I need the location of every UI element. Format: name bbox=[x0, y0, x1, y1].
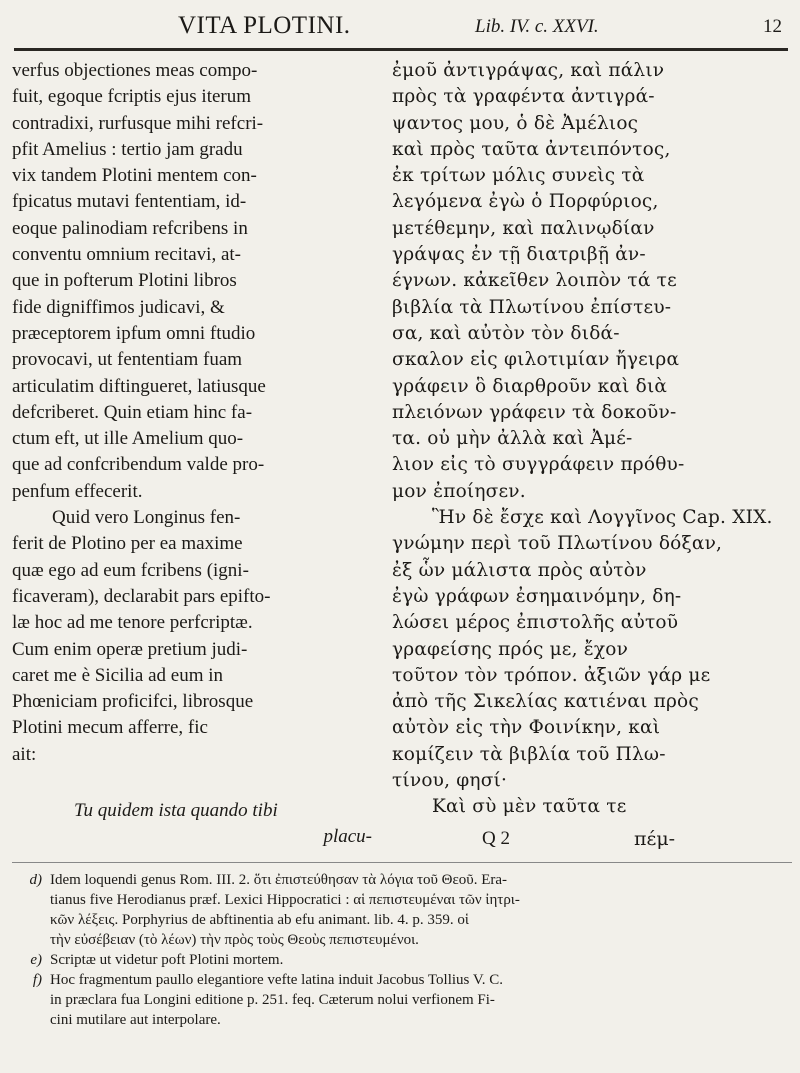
latin-line: que in pofterum Plotini libros bbox=[12, 270, 237, 292]
greek-line: σκαλον εἰς φιλοτιμίαν ἤγειρα bbox=[392, 349, 680, 371]
section-reference: Lib. IV. c. XXVI. bbox=[475, 16, 599, 37]
footnote-line bbox=[12, 970, 792, 990]
header-rule bbox=[14, 48, 788, 51]
latin-line: Cum enim operæ pretium judi- bbox=[12, 638, 248, 660]
footnote-line bbox=[12, 950, 792, 970]
latin-line: fpicatus mutavi fententiam, id- bbox=[12, 191, 247, 213]
latin-line: vix tandem Plotini mentem con- bbox=[12, 165, 257, 187]
latin-line: ficaveram), declarabit pars epifto- bbox=[12, 585, 271, 607]
greek-line: γνώμην περὶ τοῦ Πλωτίνου δόξαν, bbox=[392, 533, 723, 555]
latin-line: verfus objectiones meas compo- bbox=[12, 60, 258, 81]
latin-line: caret me è Sicilia ad eum in bbox=[12, 664, 224, 686]
greek-line: ἐμοῦ ἀντιγράψας, καὶ πάλιν bbox=[392, 60, 665, 81]
greek-line: πρὸς τὰ γραφέντα ἀντιγρά- bbox=[392, 86, 655, 108]
latin-line: que ad confcribendum valde pro- bbox=[12, 454, 265, 476]
latin-line: eoque palinodiam refcribens in bbox=[12, 217, 248, 239]
footnote-line: cini mutilare aut interpolare. bbox=[50, 1012, 221, 1028]
latin-line: defcriberet. Quin etiam hinc fa- bbox=[12, 401, 253, 423]
greek-line: λεγόμενα ἐγὼ ὁ Πορφύριος, bbox=[392, 191, 659, 213]
latin-line: fide digniffimos judicavi, & bbox=[12, 296, 225, 318]
greek-line: βιβλία τὰ Πλωτίνου ἐπίστευ- bbox=[392, 296, 672, 318]
greek-line: Ἣν δὲ ἔσχε καὶ Λογγῖνος Cap. XIX. bbox=[432, 507, 773, 529]
greek-line: αὐτὸν εἰς τὴν Φοινίκην, καὶ bbox=[392, 717, 661, 739]
greek-line: ἐγὼ γράφων ἐσημαινόμην, δη- bbox=[392, 585, 682, 607]
latin-quote-line: Tu quidem ista quando tibi bbox=[74, 800, 278, 821]
footnote-text: Hoc fragmentum paullo elegantiore vefte latina induit Jacobus Tollius V. C. bbox=[50, 972, 504, 988]
latin-column bbox=[12, 58, 374, 768]
latin-line: læ hoc ad me tenore perfcriptæ. bbox=[12, 612, 253, 634]
greek-line: Καὶ σὺ μὲν ταῦτα τε bbox=[432, 796, 627, 818]
greek-line: γράψας ἐν τῇ διατριβῇ ἀν- bbox=[392, 244, 646, 266]
latin-line: contradixi, rurfusque mihi refcri- bbox=[12, 112, 264, 134]
footnote-line: in præclara fua Longini editione p. 251. feq. Cæterum nolui verfionem Fi- bbox=[50, 992, 495, 1008]
greek-line: σα, καὶ αὐτὸν τὸν διδά- bbox=[392, 322, 620, 344]
footnote-key: e) bbox=[30, 952, 42, 968]
greek-line: τα. οὐ μὴν ἀλλὰ καὶ Ἀμέ- bbox=[392, 428, 633, 450]
latin-line: Plotini mecum afferre, fic bbox=[12, 717, 208, 739]
greek-line: τοῦτον τὸν τρόπον. ἀξιῶν γάρ με bbox=[392, 664, 711, 686]
latin-line: articulatim diftingueret, latiusque bbox=[12, 375, 266, 397]
latin-line: ait: bbox=[12, 743, 37, 765]
latin-line: quæ ego ad eum fcribens (igni- bbox=[12, 559, 249, 581]
latin-line: provocavi, ut fententiam fuam bbox=[12, 349, 243, 371]
running-title: VITA PLOTINI. bbox=[178, 12, 351, 39]
footnote-line bbox=[12, 870, 792, 890]
latin-line: præceptorem ipfum omni ftudio bbox=[12, 322, 256, 344]
footnote-line: κῶν λέξεις. Porphyrius de abftinentia ab efu animant. lib. 4. p. 359. οἱ bbox=[50, 912, 469, 928]
latin-line: Phœniciam proficifci, librosque bbox=[12, 691, 254, 713]
greek-line: ἐξ ὧν μάλιστα πρὸς αὐτὸν bbox=[392, 559, 647, 581]
latin-line: Quid vero Longinus fen- bbox=[52, 507, 241, 529]
greek-column bbox=[392, 58, 792, 821]
greek-line: ἀπὸ τῆς Σικελίας κατιέναι πρὸς bbox=[392, 691, 699, 713]
greek-line: μον ἐποίησεν. bbox=[392, 480, 526, 502]
footnote-line: τὴν εὐσέβειαν (τὸ λέων) τὴν πρὸς τοὺς Θεοὺς πεπιστευμένοι. bbox=[50, 932, 419, 948]
page-number: 12 bbox=[763, 16, 782, 37]
footnote-line: tianus five Herodianus præf. Lexici Hippocratici : αἱ πεπιστευμέναι τῶν ἰητρι- bbox=[50, 892, 520, 908]
latin-line: ctum eft, ut ille Amelium quo- bbox=[12, 428, 244, 450]
greek-line: λώσει μέρος ἐπιστολῆς αὐτοῦ bbox=[392, 612, 679, 634]
footnote-key: d) bbox=[29, 872, 42, 888]
greek-line: λιον εἰς τὸ συγγράφειν πρόθυ- bbox=[392, 454, 685, 476]
latin-line: penfum effecerit. bbox=[12, 480, 143, 502]
latin-line: ferit de Plotino per ea maxime bbox=[12, 533, 243, 555]
footnote-key: f) bbox=[32, 972, 42, 988]
greek-line: γράφειν ὃ διαρθροῦν καὶ διὰ bbox=[392, 375, 668, 397]
latin-quote-start bbox=[74, 798, 384, 850]
footnote-text: Scriptæ ut videtur poft Plotini mortem. bbox=[50, 952, 284, 968]
greek-line: κομίζειν τὰ βιβλία τοῦ Πλω- bbox=[392, 743, 666, 765]
latin-quote-line: placu- bbox=[323, 826, 372, 847]
latin-line: conventu omnium recitavi, at- bbox=[12, 244, 241, 266]
catchword: πέμ- bbox=[634, 828, 676, 850]
latin-line: fuit, egoque fcriptis ejus iterum bbox=[12, 86, 252, 108]
footnotes bbox=[12, 870, 792, 1030]
greek-line: γραφείσης πρός με, ἔχον bbox=[392, 638, 629, 660]
greek-line: καὶ πρὸς ταῦτα ἀντειπόντος, bbox=[392, 138, 671, 160]
footnote-text: Idem loquendi genus Rom. III. 2. ὅτι ἐπιστεύθησαν τὰ λόγια τοῦ Θεοῦ. Era- bbox=[50, 872, 508, 888]
greek-line: έγνων. κἀκεῖθεν λοιπὸν τά τε bbox=[392, 270, 677, 292]
greek-line: ψαντος μου, ὁ δὲ Ἀμέλιος bbox=[392, 112, 639, 134]
greek-line: τίνου, φησί· bbox=[392, 770, 508, 792]
greek-line: μετέθεμην, καὶ παλινῳδίαν bbox=[392, 217, 655, 239]
greek-line: πλειόνων γράφειν τὰ δοκοῦν- bbox=[392, 401, 677, 423]
page-header bbox=[0, 0, 800, 62]
greek-line: ἐκ τρίτων μόλις συνεὶς τὰ bbox=[392, 165, 645, 187]
latin-line: pfit Amelius : tertio jam gradu bbox=[12, 138, 243, 160]
page-bottom-row bbox=[12, 798, 792, 858]
footnote-rule bbox=[12, 862, 792, 863]
signature-mark: Q 2 bbox=[482, 828, 510, 849]
